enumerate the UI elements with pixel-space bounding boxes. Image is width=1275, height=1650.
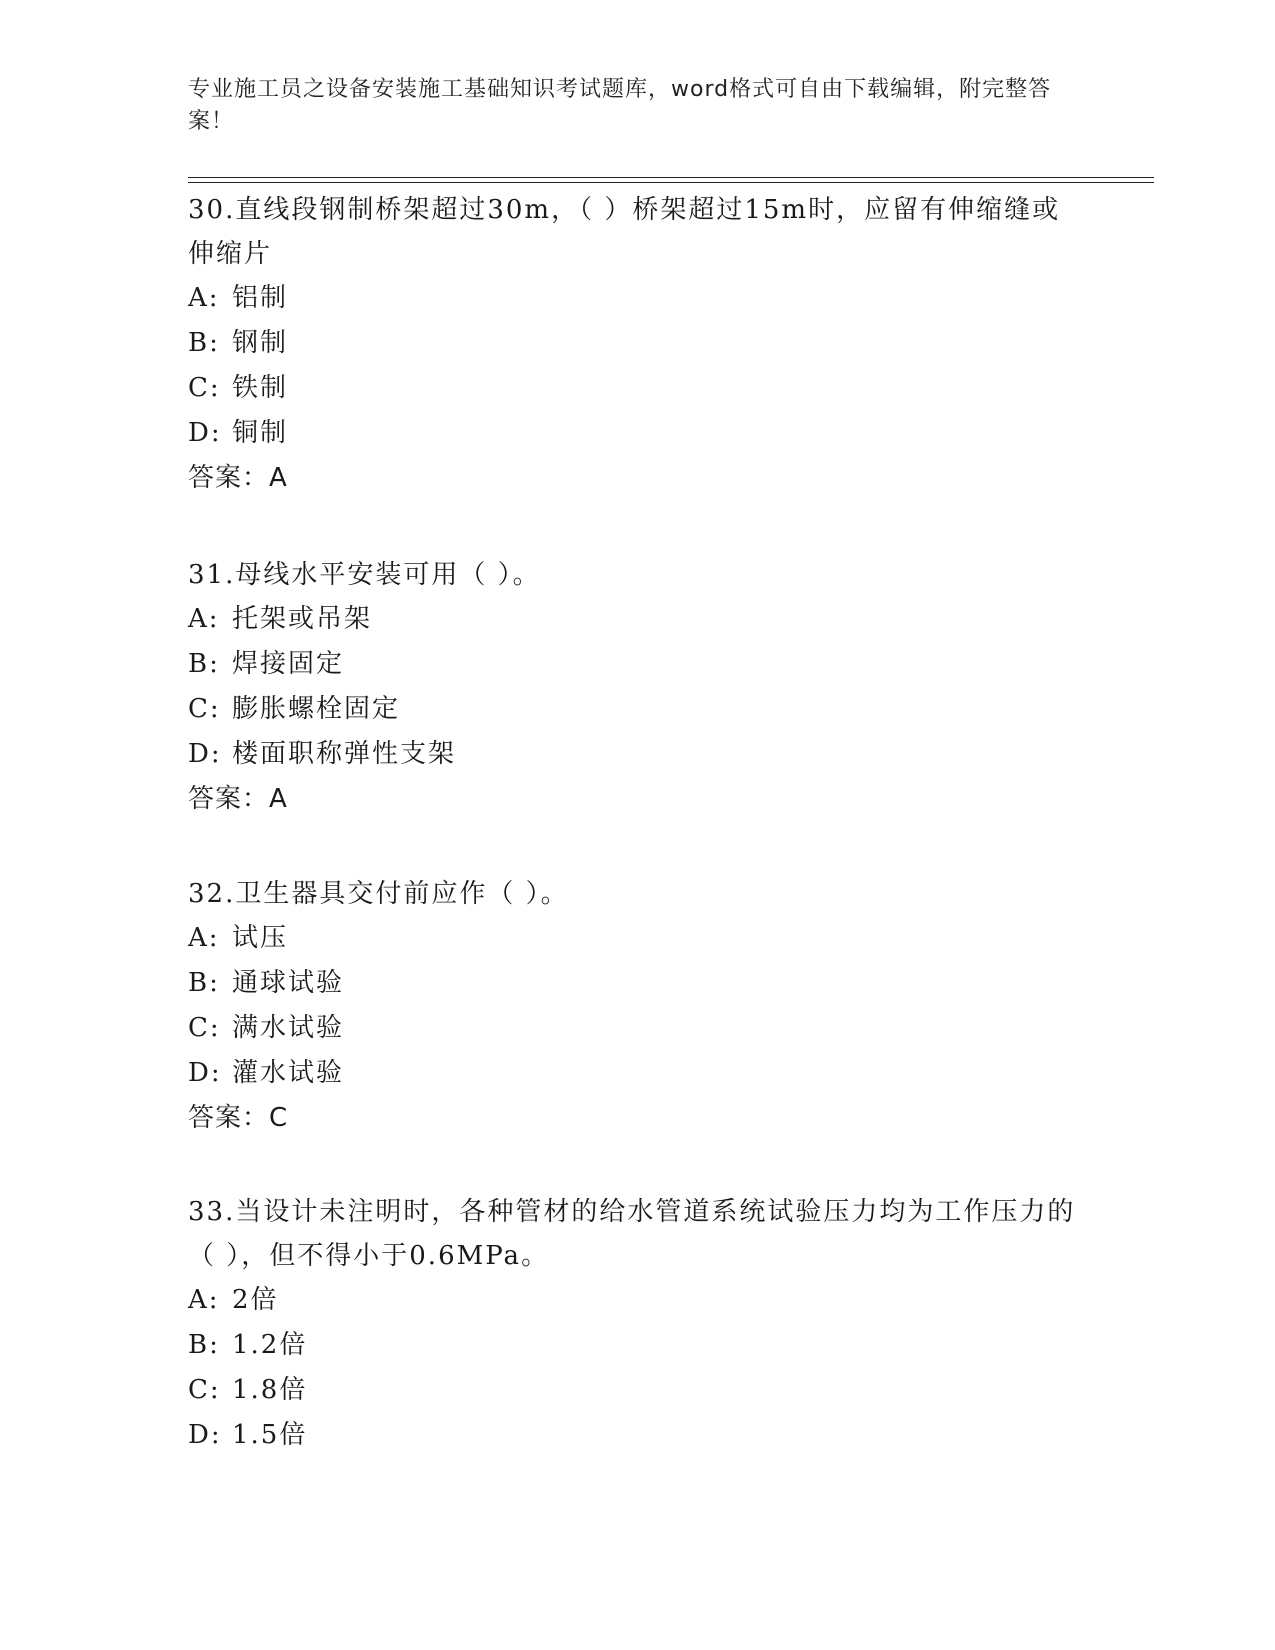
option-letter: D: xyxy=(188,418,222,448)
option-text: 1.8倍 xyxy=(232,1375,308,1405)
option-letter: A: xyxy=(188,604,220,634)
option-a xyxy=(188,1278,1088,1323)
answer-line: 答案：A xyxy=(188,463,288,493)
option-text: 灌水试验 xyxy=(232,1058,345,1088)
option-text: 满水试验 xyxy=(232,1013,345,1043)
option-a xyxy=(188,916,1088,961)
option-text: 1.2倍 xyxy=(232,1330,308,1360)
question-stem: 32.卫生器具交付前应作（ ）。 xyxy=(188,879,569,909)
answer-line: 答案：C xyxy=(188,1103,289,1133)
question-33 xyxy=(188,1190,1088,1458)
option-text: 膨胀螺栓固定 xyxy=(232,694,401,724)
option-letter: C: xyxy=(188,694,221,724)
option-text: 铝制 xyxy=(232,283,289,313)
option-text: 托架或吊架 xyxy=(232,604,373,634)
header-divider-top xyxy=(188,177,1154,178)
option-letter: D: xyxy=(188,1420,222,1450)
option-letter: C: xyxy=(188,1013,221,1043)
option-letter: A: xyxy=(188,283,220,313)
option-c xyxy=(188,1006,1088,1051)
option-letter: A: xyxy=(188,1285,220,1315)
option-text: 焊接固定 xyxy=(232,649,345,679)
option-letter: B: xyxy=(188,968,220,998)
option-letter: A: xyxy=(188,923,220,953)
option-text: 钢制 xyxy=(232,328,289,358)
option-text: 试压 xyxy=(232,923,289,953)
option-letter: B: xyxy=(188,649,220,679)
option-text: 铁制 xyxy=(232,373,289,403)
option-letter: B: xyxy=(188,328,220,358)
option-b xyxy=(188,961,1088,1006)
option-d xyxy=(188,411,1088,456)
option-c xyxy=(188,687,1088,732)
option-b xyxy=(188,1323,1088,1368)
answer-line: 答案：A xyxy=(188,784,288,814)
option-text: 2倍 xyxy=(232,1285,279,1315)
option-letter: D: xyxy=(188,739,222,769)
option-c xyxy=(188,1368,1088,1413)
question-stem: 31.母线水平安装可用（ ）。 xyxy=(188,560,541,590)
option-b xyxy=(188,642,1088,687)
option-text: 1.5倍 xyxy=(232,1420,308,1450)
option-a xyxy=(188,597,1088,642)
option-d xyxy=(188,1051,1088,1096)
option-c xyxy=(188,366,1088,411)
option-letter: C: xyxy=(188,1375,221,1405)
option-letter: D: xyxy=(188,1058,222,1088)
question-32 xyxy=(188,872,1088,1141)
option-text: 通球试验 xyxy=(232,968,345,998)
question-31 xyxy=(188,553,1088,822)
question-stem: 30.直线段钢制桥架超过30m，（ ）桥架超过15m时，应留有伸缩缝或伸缩片 xyxy=(188,195,1061,269)
option-text: 铜制 xyxy=(232,418,289,448)
option-letter: B: xyxy=(188,1330,220,1360)
option-text: 楼面职称弹性支架 xyxy=(232,739,457,769)
document-header: 专业施工员之设备安装施工基础知识考试题库，word格式可自由下载编辑，附完整答案！ xyxy=(188,77,1052,134)
option-d xyxy=(188,1413,1088,1458)
option-d xyxy=(188,732,1088,777)
option-letter: C: xyxy=(188,373,221,403)
option-b xyxy=(188,321,1088,366)
question-stem: 33.当设计未注明时，各种管材的给水管道系统试验压力均为工作压力的（ ），但不得小于0.6MPa。 xyxy=(188,1197,1076,1271)
header-divider-bottom xyxy=(188,182,1154,183)
option-a xyxy=(188,276,1088,321)
question-30 xyxy=(188,188,1088,501)
